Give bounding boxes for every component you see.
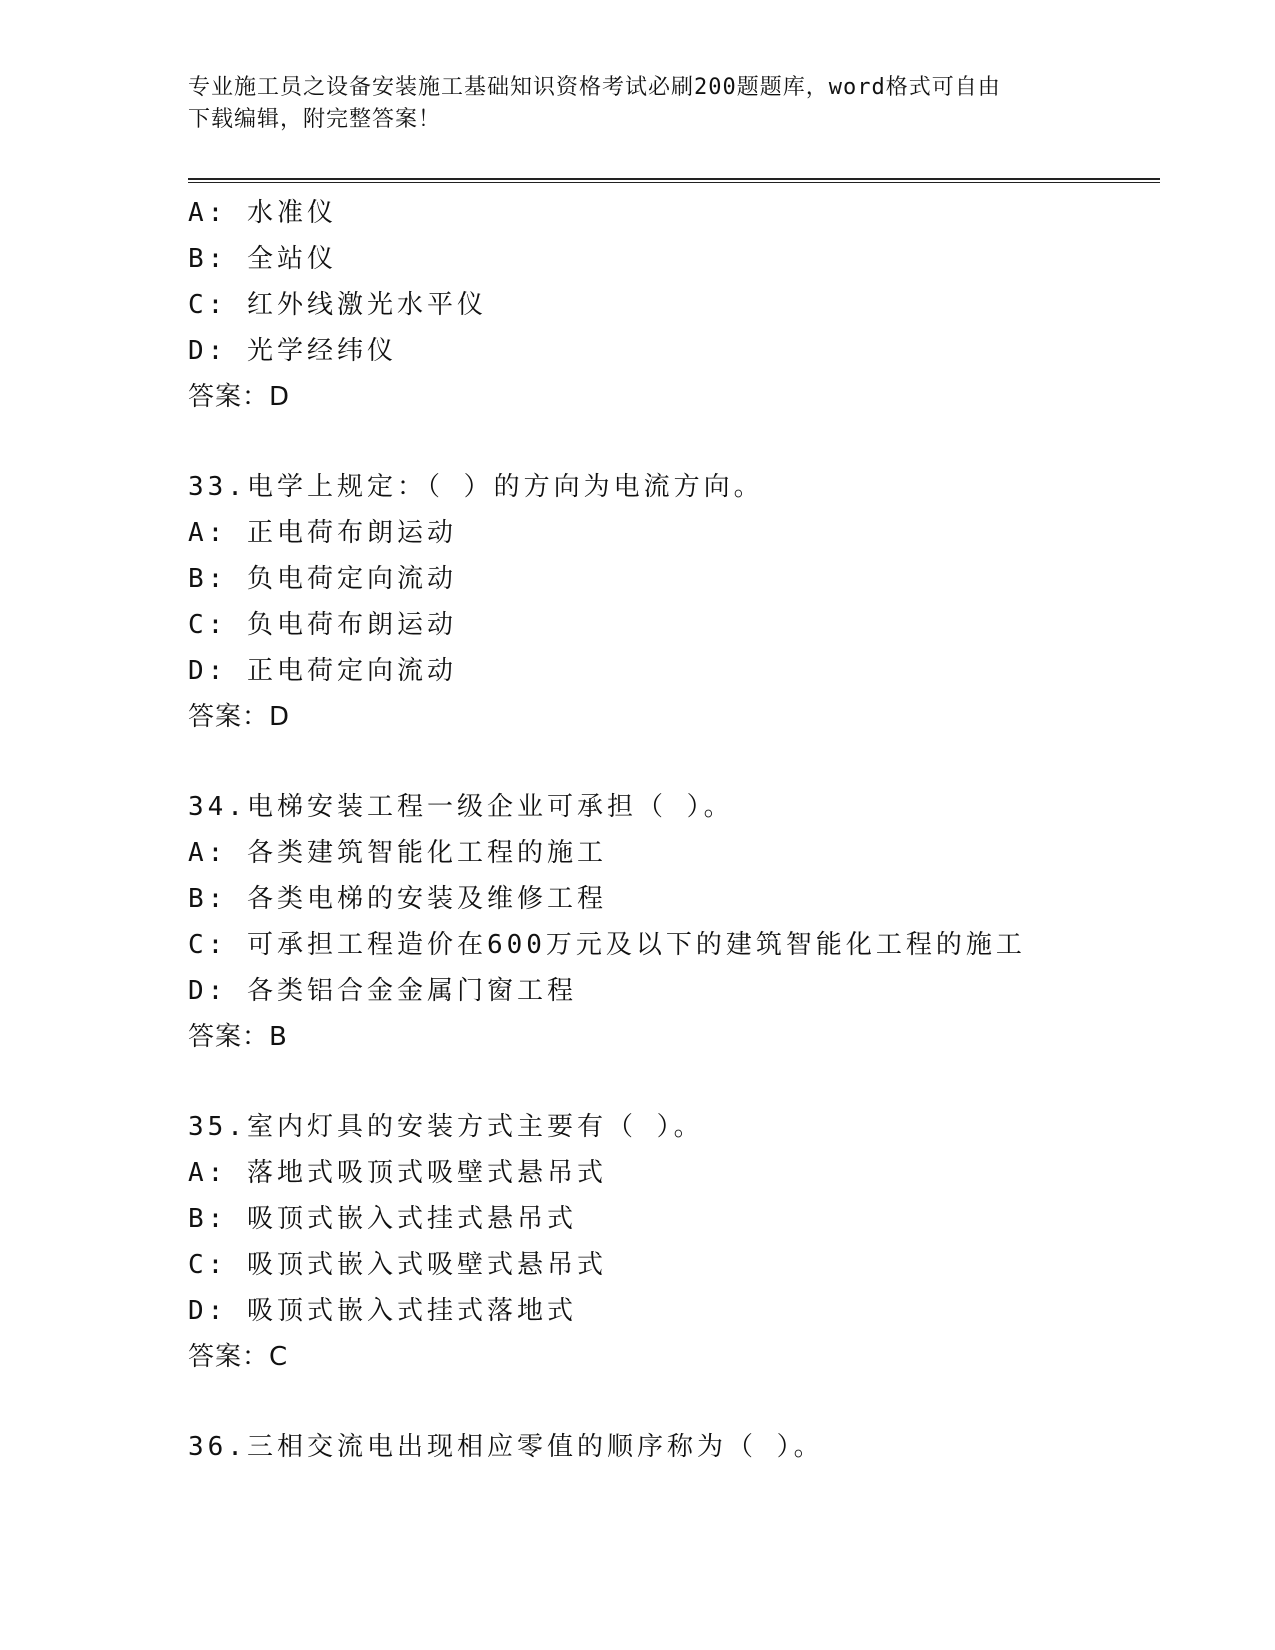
- question-stem: 35.室内灯具的安装方式主要有（ ）。: [188, 1112, 704, 1142]
- document-header: [188, 72, 1088, 136]
- answer: 答案：C: [188, 1342, 289, 1372]
- option-b: B: 负电荷定向流动: [188, 564, 457, 594]
- spacer: [188, 740, 1188, 784]
- option-c: C: 负电荷布朗运动: [188, 610, 457, 640]
- option-a: A: 水准仪: [188, 198, 337, 228]
- question-34: [188, 784, 1188, 1060]
- question-32: [188, 190, 1188, 420]
- question-35: [188, 1104, 1188, 1380]
- question-36: [188, 1424, 1188, 1470]
- header-line-2: 下载编辑，附完整答案！: [188, 107, 442, 132]
- header-line-1: 专业施工员之设备安装施工基础知识资格考试必刷200题题库，word格式可自由: [188, 75, 1001, 100]
- answer: 答案：D: [188, 382, 291, 412]
- question-33: [188, 464, 1188, 740]
- spacer: [188, 420, 1188, 464]
- answer: 答案：D: [188, 702, 291, 732]
- header-divider: [188, 178, 1160, 183]
- option-c: C: 可承担工程造价在600万元及以下的建筑智能化工程的施工: [188, 930, 1026, 960]
- option-a: A: 正电荷布朗运动: [188, 518, 457, 548]
- option-d: D: 各类铝合金金属门窗工程: [188, 976, 577, 1006]
- option-b: B: 各类电梯的安装及维修工程: [188, 884, 607, 914]
- question-stem: 34.电梯安装工程一级企业可承担（ ）。: [188, 792, 734, 822]
- question-stem: 33.电学上规定：（ ）的方向为电流方向。: [188, 472, 764, 502]
- option-c: C: 红外线激光水平仪: [188, 290, 487, 320]
- option-c: C: 吸顶式嵌入式吸壁式悬吊式: [188, 1250, 607, 1280]
- option-a: A: 各类建筑智能化工程的施工: [188, 838, 607, 868]
- question-list: [188, 190, 1188, 1470]
- option-b: B: 吸顶式嵌入式挂式悬吊式: [188, 1204, 577, 1234]
- option-d: D: 光学经纬仪: [188, 336, 397, 366]
- spacer: [188, 1060, 1188, 1104]
- option-d: D: 吸顶式嵌入式挂式落地式: [188, 1296, 577, 1326]
- question-stem: 36.三相交流电出现相应零值的顺序称为（ ）。: [188, 1432, 824, 1462]
- option-b: B: 全站仪: [188, 244, 337, 274]
- answer: 答案：B: [188, 1022, 288, 1052]
- option-a: A: 落地式吸顶式吸壁式悬吊式: [188, 1158, 607, 1188]
- spacer: [188, 1380, 1188, 1424]
- option-d: D: 正电荷定向流动: [188, 656, 457, 686]
